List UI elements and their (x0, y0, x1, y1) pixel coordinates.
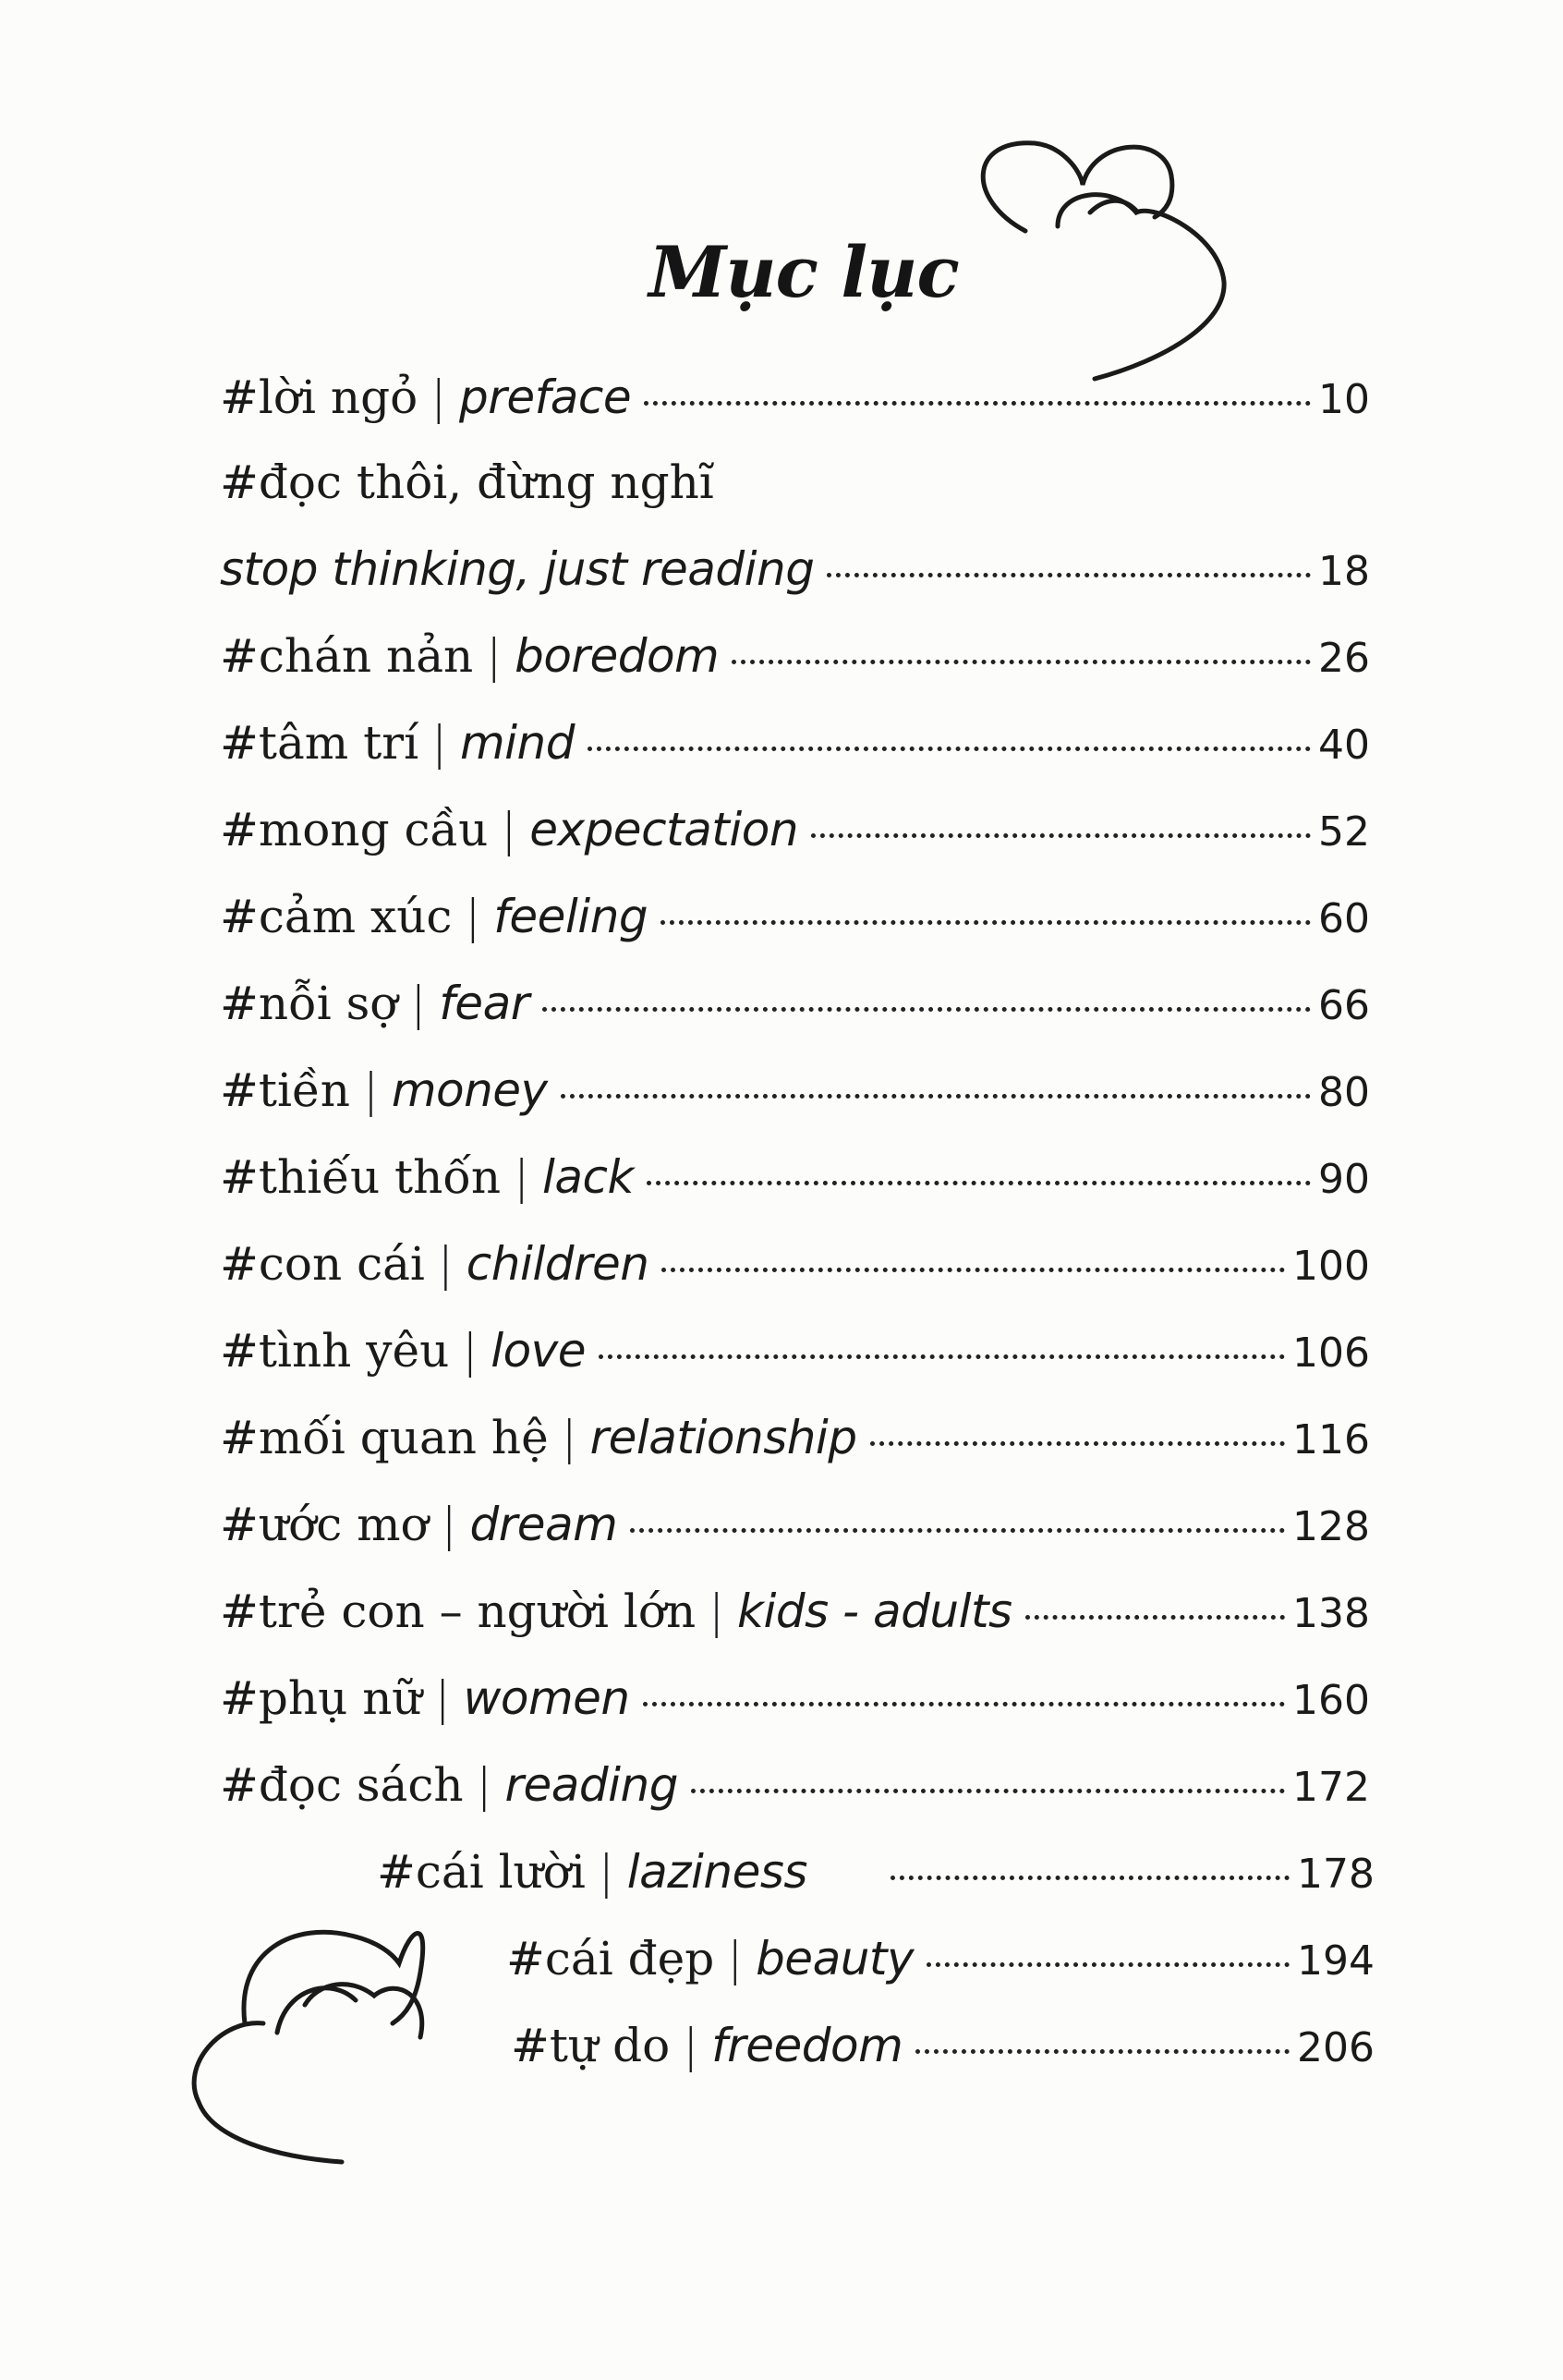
entry-separator: | (434, 1671, 451, 1725)
entry-en: children (466, 1237, 649, 1291)
entry-vi: #phụ nữ (220, 1671, 422, 1725)
dot-leader (732, 660, 1311, 664)
toc-entry-lack (220, 1135, 1370, 1219)
entry-vi: #ước mơ (220, 1498, 429, 1551)
entry-separator: | (476, 1758, 492, 1812)
entry-page: 172 (1292, 1764, 1370, 1811)
toc-entry-kids-adults (220, 1570, 1370, 1653)
entry-en: lack (542, 1150, 634, 1204)
entry-vi: #cái đẹp (506, 1932, 715, 1985)
entry-en: laziness (626, 1845, 807, 1899)
dot-leader (1025, 1615, 1285, 1620)
toc-entry-fear (220, 962, 1370, 1045)
dot-leader (599, 1354, 1285, 1359)
entry-separator: | (441, 1498, 457, 1551)
entry-vi: #con cái (220, 1237, 425, 1291)
entry-page: 100 (1292, 1243, 1370, 1290)
toc-entry-mind (220, 701, 1370, 784)
toc-entry-money (220, 1049, 1370, 1132)
entry-page: 178 (1297, 1851, 1375, 1898)
entry-en: mind (459, 716, 575, 770)
entry-vi: #đọc thôi, đừng nghĩ (220, 455, 714, 509)
toc-entry-preface (220, 356, 1370, 439)
entry-page: 80 (1318, 1069, 1370, 1116)
entry-vi: #đọc sách (220, 1758, 464, 1812)
dot-leader (927, 1962, 1290, 1967)
toc-entry-reading (220, 1743, 1370, 1827)
dot-leader (691, 1789, 1285, 1793)
entry-page: 206 (1297, 2024, 1375, 2071)
entry-en: preface (459, 370, 632, 424)
toc-entry-women (220, 1657, 1370, 1740)
entry-vi: #tự do (511, 2019, 671, 2072)
toc-entry-laziness (377, 1830, 1375, 1913)
entry-en: relationship (589, 1411, 857, 1464)
entry-separator: | (501, 803, 517, 856)
entry-en: feeling (493, 890, 648, 943)
entry-page: 160 (1292, 1677, 1370, 1724)
entry-page: 40 (1318, 722, 1370, 769)
toc-entry-beauty (506, 1917, 1375, 2000)
dot-leader (644, 401, 1311, 406)
entry-page: 194 (1297, 1937, 1375, 1985)
entry-en: kids - adults (737, 1585, 1012, 1638)
entry-separator: | (431, 716, 447, 770)
entry-en: beauty (756, 1932, 915, 1985)
entry-separator: | (410, 977, 427, 1030)
toc-entry-boredom (220, 614, 1370, 698)
entry-separator: | (465, 890, 481, 943)
entry-vi: #thiếu thốn (220, 1150, 502, 1204)
dot-leader (891, 1876, 1290, 1880)
entry-vi: #chán nản (220, 629, 474, 683)
entry-page: 18 (1318, 548, 1370, 595)
dot-leader (561, 1094, 1311, 1099)
entry-en: fear (439, 977, 529, 1030)
toc-entry-freedom (511, 2004, 1375, 2087)
entry-en: women (463, 1671, 630, 1725)
entry-vi: #tâm trí (220, 716, 419, 770)
entry-en: money (391, 1063, 548, 1117)
toc-entry-doc-thoi (220, 441, 1370, 524)
dot-leader (827, 573, 1311, 577)
toc-entry-expectation (220, 788, 1370, 871)
dot-leader (660, 920, 1311, 925)
entry-vi: #mong cầu (220, 803, 489, 856)
dot-leader (661, 1268, 1285, 1272)
entry-vi: #cảm xúc (220, 890, 453, 943)
entry-separator: | (462, 1324, 479, 1378)
entry-vi: #tiền (220, 1063, 350, 1117)
entry-page: 90 (1318, 1156, 1370, 1203)
entry-en: freedom (711, 2019, 903, 2072)
dot-leader (542, 1007, 1311, 1012)
entry-en: love (491, 1324, 587, 1378)
toc-entry-children (220, 1222, 1370, 1305)
heart-bottom-left-icon (194, 1932, 423, 2162)
entry-separator: | (709, 1585, 725, 1638)
entry-page: 116 (1292, 1416, 1370, 1463)
entry-separator: | (362, 1063, 379, 1117)
entry-vi: #mối quan hệ (220, 1411, 549, 1464)
entry-separator: | (486, 629, 503, 683)
heart-top-right-icon (983, 143, 1224, 379)
entry-separator: | (683, 2019, 699, 2072)
toc-entry-love (220, 1309, 1370, 1392)
entry-page: 138 (1292, 1590, 1370, 1637)
entry-page: 66 (1318, 982, 1370, 1029)
entry-separator: | (727, 1932, 744, 1985)
dot-leader (647, 1181, 1311, 1185)
entry-vi: #nỗi sợ (220, 977, 398, 1030)
dot-leader (630, 1528, 1285, 1533)
entry-separator: | (561, 1411, 577, 1464)
entry-en: dream (469, 1498, 618, 1551)
entry-vi: #lời ngỏ (220, 370, 418, 424)
dot-leader (588, 747, 1311, 751)
entry-en: stop thinking, just reading (220, 542, 815, 596)
entry-page: 128 (1292, 1503, 1370, 1550)
toc-entry-relationship (220, 1396, 1370, 1479)
entry-en: boredom (515, 629, 720, 683)
entry-separator: | (430, 370, 447, 424)
entry-page: 52 (1318, 808, 1370, 856)
entry-en: expectation (529, 803, 799, 856)
entry-page: 10 (1318, 376, 1370, 423)
entry-separator: | (514, 1150, 529, 1204)
page-title: Mục lục (648, 231, 959, 313)
dot-leader (915, 2049, 1290, 2054)
dot-leader (643, 1702, 1285, 1706)
entry-separator: | (598, 1845, 614, 1899)
entry-page: 26 (1318, 635, 1370, 682)
entry-page: 106 (1292, 1330, 1370, 1377)
entry-separator: | (437, 1237, 454, 1291)
entry-en: reading (504, 1758, 678, 1812)
entry-page: 60 (1318, 895, 1370, 942)
dot-leader (870, 1441, 1285, 1446)
entry-vi: #cái lười (377, 1845, 586, 1899)
toc-entry-feeling (220, 875, 1370, 958)
entry-vi: #trẻ con – người lớn (220, 1585, 697, 1638)
toc-entry-stop-thinking (220, 528, 1370, 611)
dot-leader (811, 833, 1311, 838)
toc-entry-dream (220, 1483, 1370, 1566)
entry-vi: #tình yêu (220, 1324, 450, 1378)
